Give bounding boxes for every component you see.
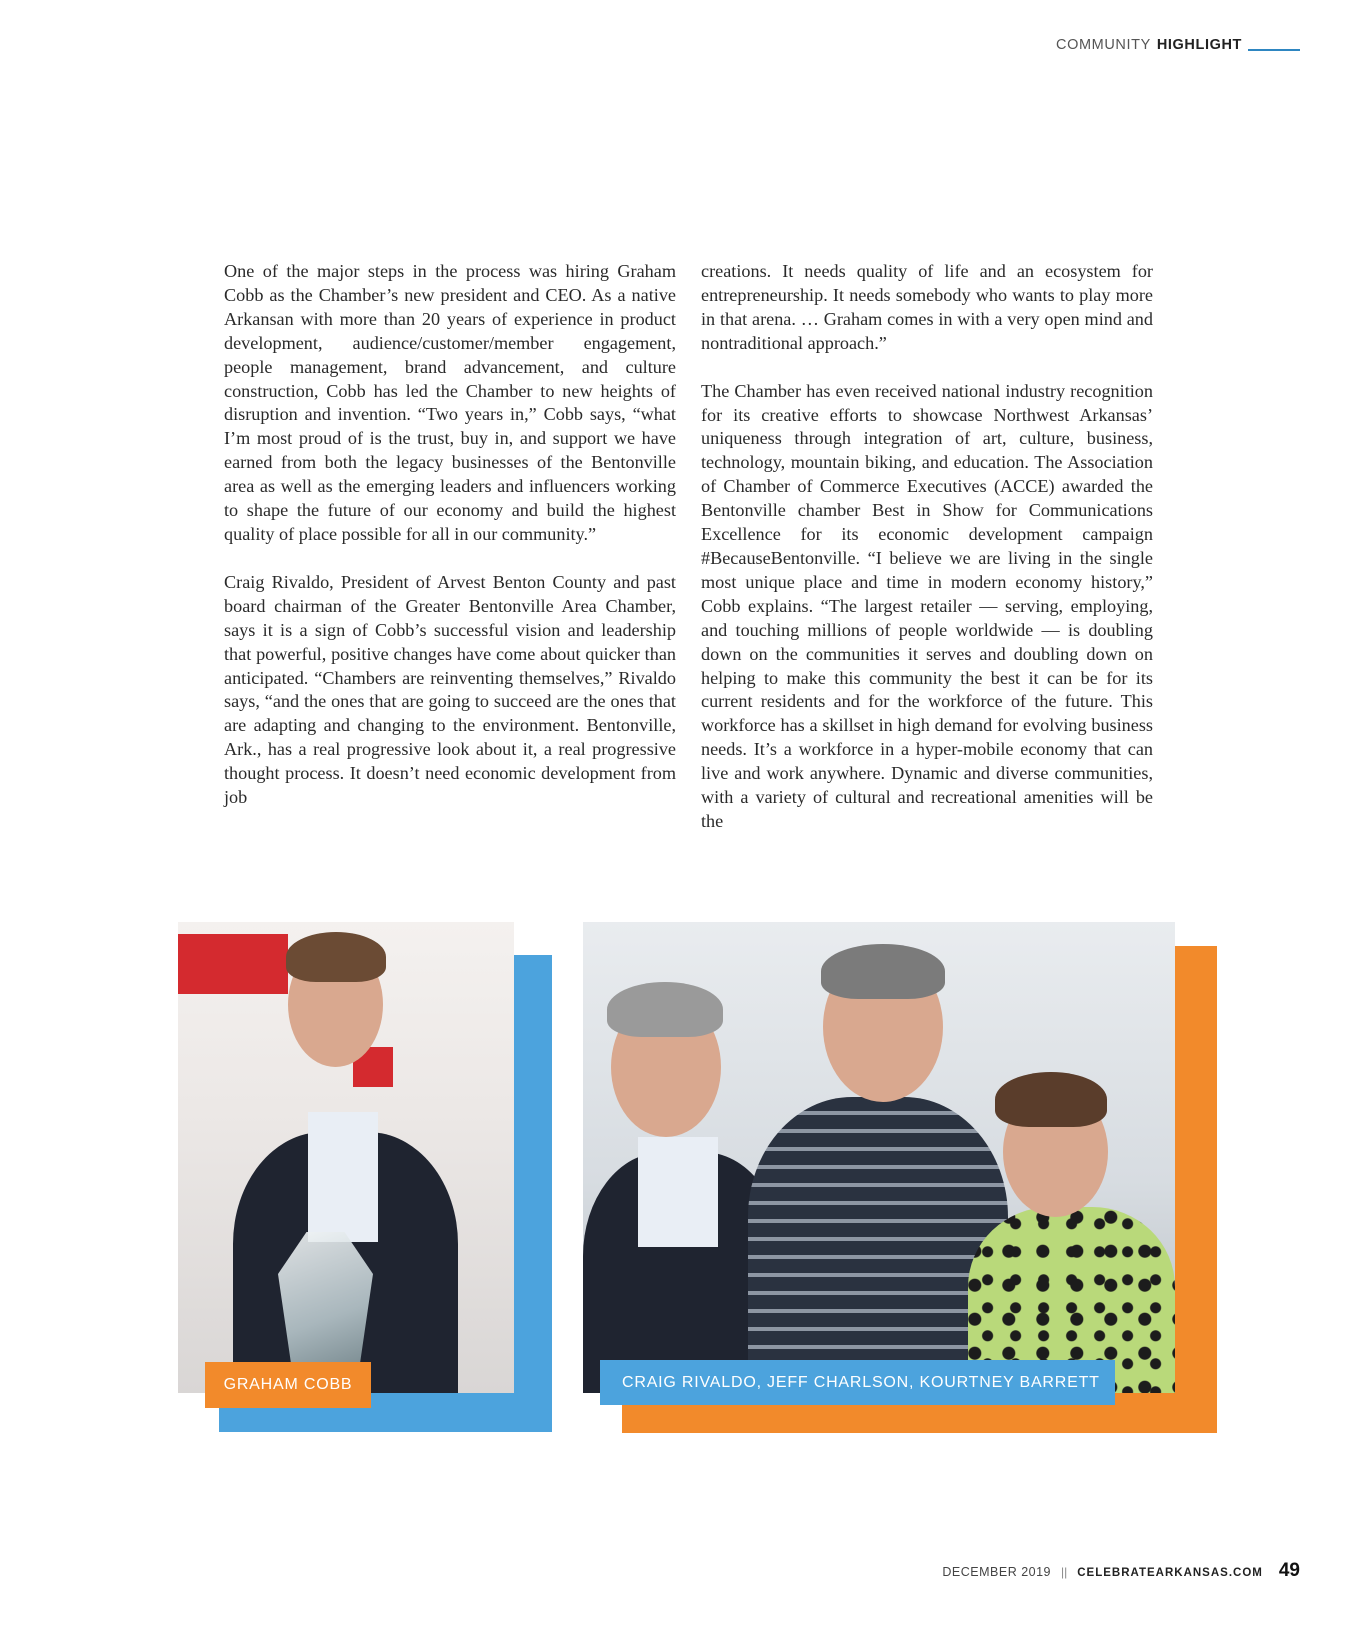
paragraph: creations. It needs quality of life and an ecosystem for entrepreneurship. It needs somebody who wants to play more in that arena. … Graham comes in with a very open mind and nontraditional approach.”: [701, 261, 1153, 353]
photo-caption-right: CRAIG RIVALDO, JEFF CHARLSON, KOURTNEY BARRETT: [600, 1360, 1115, 1405]
banner-logo: [178, 934, 288, 994]
section-header: [1056, 37, 1300, 53]
paragraph: The Chamber has even received national industry recognition for its creative efforts to showcase Northwest Arkansas’ uniqueness through integration of art, culture, business, technology, mountain biking, and education. The Association of Chamber of Commerce Executives (ACCE) awarded the Bentonville chamber Best in Show for Communications Excellence for its economic development campaign #BecauseBentonville. “I believe we are living in the single most unique place and time in modern economy history,” Cobb explains. “The largest retailer — serving, employing, and touching millions of people worldwide — is doubling down on the communities it serves and doubling down on helping to make this community the best it can be for its current residents and for the workforce of the future. This workforce has a skillset in high demand for evolving business needs. It’s a workforce in a hyper-mobile economy that can live and work anywhere. Dynamic and diverse communities, with a variety of cultural and recreational amenities will be the: [701, 380, 1153, 831]
person-shirt: [308, 1112, 378, 1242]
header-rule: [1248, 49, 1300, 51]
footer-separator: ||: [1061, 1565, 1068, 1579]
paragraph: One of the major steps in the process was hiring Graham Cobb as the Chamber’s new president and CEO. As a native Arkansan with more than 20 years of experience in product development, audience/customer/member engagement, people management, brand advancement, and culture construction, Cobb has led the Chamber to new heights of disruption and invention. “Two years in,” Cobb says, “what I’m most proud of is the trust, buy in, and support we have earned from both the legacy businesses of the Bentonville area as well as the emerging leaders and influencers working to shape the future of our economy and build the highest quality of place possible for all in our community.”: [224, 261, 676, 544]
section-label: COMMUNITY: [1056, 37, 1151, 53]
person-shirt: [638, 1137, 718, 1247]
issue-date: DECEMBER 2019: [942, 1565, 1051, 1579]
section-label-bold: HIGHLIGHT: [1156, 37, 1242, 53]
paragraph: Craig Rivaldo, President of Arvest Benton County and past board chairman of the Greater Bentonville Area Chamber, says it is a sign of Cobb’s successful vision and leadership that powerful, positive changes have come about quicker than anticipated. “Chambers are reinventing themselves,” Rivaldo says, “and the ones that are going to succeed are the ones that are adapting and changing to the environment. Bentonville, Ark., has a real progressive look about it, a real progressive thought process. It doesn’t need economic development from job: [224, 571, 676, 808]
person-hair: [995, 1072, 1107, 1127]
person-hair: [286, 932, 386, 982]
article-column-right: [701, 260, 1153, 858]
website-link[interactable]: CELEBRATEARKANSAS.COM: [1077, 1567, 1263, 1579]
photo-caption-left: GRAHAM COBB: [205, 1362, 371, 1408]
person-hair: [607, 982, 723, 1037]
page-number: 49: [1278, 1560, 1300, 1581]
article-column-left: [224, 260, 676, 834]
page-footer: [942, 1560, 1300, 1582]
award-trophy: [278, 1232, 373, 1372]
photo-group: [583, 922, 1175, 1393]
photo-graham-cobb: [178, 922, 514, 1393]
person-hair: [821, 944, 945, 999]
